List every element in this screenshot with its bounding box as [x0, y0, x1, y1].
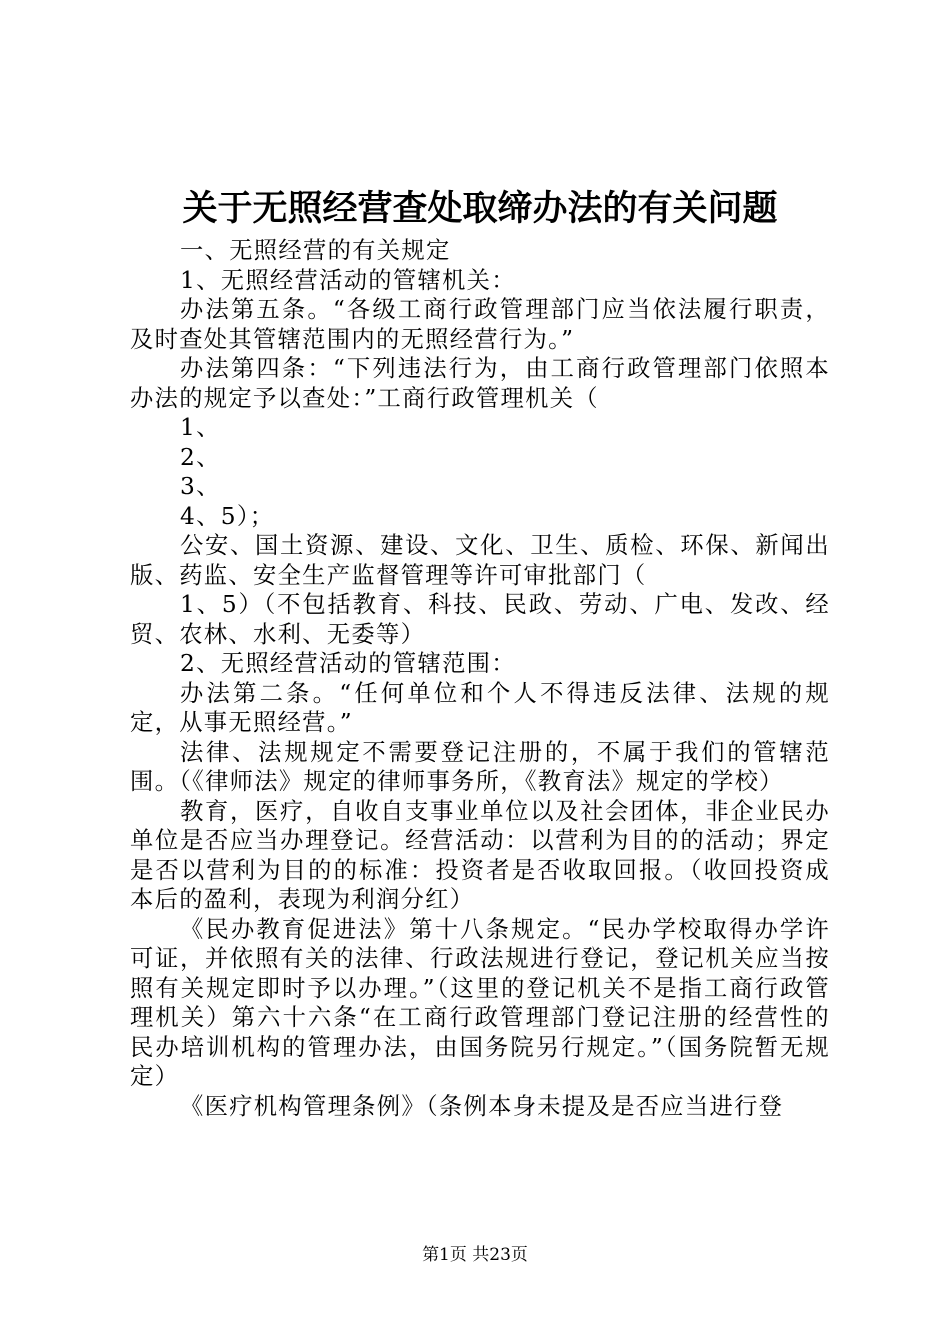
paragraph: 公安、国土资源、建设、文化、卫生、质检、环保、新闻出版、药监、安全生产监督管理等许可审批部门（ [130, 532, 830, 589]
paragraph: 1、无照经营活动的管辖机关： [180, 266, 516, 294]
paragraph: 1、 [180, 414, 221, 441]
paragraph: 1、5）（不包括教育、科技、民政、劳动、广电、发改、经贸、农林、水利、无委等） [130, 591, 830, 648]
paragraph: 教育，医疗，自收自支事业单位以及社会团体，非企业民办单位是否应当办理登记。经营活动：以营利为目的的活动；界定是否以营利为目的的标准：投资者是否收取回报。（收回投资成本后的盈利，表现为利润分红） [130, 797, 830, 913]
paragraph: 《医疗机构管理条例》（条例本身未提及是否应当进行登 [180, 1092, 784, 1120]
paragraph: 一、无照经营的有关规定 [180, 237, 451, 264]
paragraph: 《民办教育促进法》第十八条规定。“民办学校取得办学许可证，并依照有关的法律、行政法规进行登记，登记机关应当按照有关规定即时予以办理。”（这里的登记机关不是指工商行政管理机关）第六十六条“在工商行政管理部门登记注册的经营性的民办培训机构的管理办法，由国务院另行规定。”（国务院暂无规定） [130, 915, 830, 1090]
paragraph: 办法第二条。“任何单位和个人不得违反法律、法规的规定，从事无照经营。” [130, 679, 830, 736]
paragraph: 3、 [180, 473, 221, 500]
document-title: 关于无照经营查处取缔办法的有关问题 [182, 188, 778, 229]
paragraph: 4、5）； [180, 502, 275, 530]
paragraph: 2、无照经营活动的管辖范围： [180, 650, 516, 677]
paragraph: 2、 [180, 443, 221, 471]
paragraph: 法律、法规规定不需要登记注册的，不属于我们的管辖范围。（《律师法》规定的律师事务所，《教育法》规定的学校） [130, 738, 830, 795]
document-body [130, 236, 830, 1121]
page-number-footer: 第1页 共23页 [422, 1245, 528, 1265]
paragraph: 办法第五条。“各级工商行政管理部门应当依法履行职责，及时查处其管辖范围内的无照经营行为。” [130, 296, 830, 353]
paragraph: 办法第四条：“下列违法行为，由工商行政管理部门依照本办法的规定予以查处：”工商行政管理机关（ [130, 355, 830, 412]
